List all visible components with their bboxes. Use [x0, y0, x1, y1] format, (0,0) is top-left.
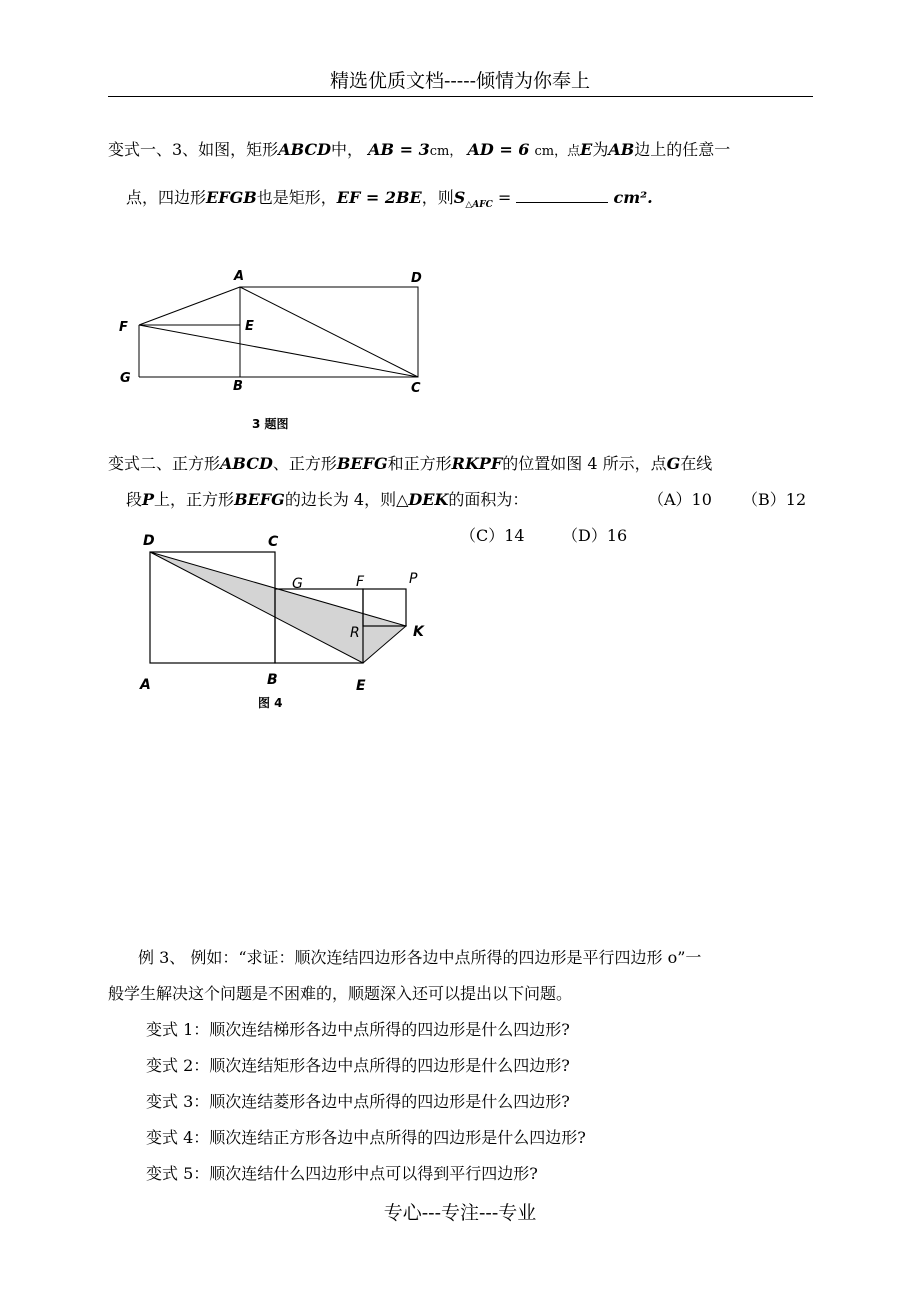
variant-item-4: 变式 4：顺次连结正方形各边中点所得的四边形是什么四边形?	[146, 1128, 586, 1147]
label-f: F	[356, 574, 365, 590]
v1-point-e: E	[580, 140, 593, 159]
v2-triangle-dek: △DEK	[396, 490, 449, 509]
v1-rect-abcd: ABCD	[278, 140, 332, 159]
variant1-line2	[126, 186, 653, 217]
v1-text-c: 为	[592, 140, 609, 159]
v2-text-e: 在线	[680, 454, 713, 473]
segment-fa	[139, 287, 240, 325]
label-e: E	[356, 678, 366, 694]
label-d: D	[411, 271, 422, 286]
figure-3-caption: 3 题图	[252, 417, 289, 431]
variant1-line1	[108, 138, 730, 164]
option-d[interactable]: （D）16	[562, 526, 628, 545]
v1-unit-2: cm，点	[534, 144, 581, 159]
variant-item-1: 变式 1：顺次连结梯形各边中点所得的四边形是什么四边形?	[146, 1020, 570, 1039]
variant2-line2	[126, 488, 528, 512]
v1-text-e: 点，四边形	[126, 188, 207, 207]
v1-unit-1: cm，	[429, 144, 463, 159]
header-rule	[108, 96, 813, 97]
v2-square-abcd: ABCD	[220, 454, 273, 473]
label-a: A	[234, 269, 245, 284]
answer-blank[interactable]	[516, 188, 608, 203]
v1-ef-equation: EF = 2BE	[336, 188, 422, 207]
v1-text-f: 也是矩形，	[256, 188, 337, 207]
v2-square-befg: BEFG	[336, 454, 388, 473]
v1-area-symbol: S	[453, 188, 466, 207]
page-header: 精选优质文档-----倾情为你奉上	[329, 70, 591, 92]
variant-item-5: 变式 5：顺次连结什么四边形中点可以得到平行四边形?	[146, 1164, 538, 1183]
option-a[interactable]: （A）10	[648, 490, 712, 509]
label-a: A	[140, 677, 151, 693]
v2-text-g2: 上，正方形	[154, 490, 235, 509]
v2-text-f: 段	[126, 490, 143, 509]
segment-fc	[139, 325, 418, 377]
label-c: C	[411, 381, 421, 396]
v1-equals: =	[497, 188, 512, 207]
v1-text-g: ，则	[421, 188, 454, 207]
v2-text-h: 的边长为 4，则	[284, 490, 397, 509]
option-b[interactable]: （B）12	[742, 490, 807, 509]
label-b: B	[233, 379, 243, 394]
label-p: P	[409, 571, 418, 587]
v2-text-i: 的面积为：	[448, 490, 529, 509]
v1-segment-ab: AB	[608, 140, 635, 159]
v2-text-a: 变式二、正方形	[108, 454, 221, 473]
v1-unit-cm2: cm².	[613, 188, 653, 207]
v1-rect-efgb: EFGB	[206, 188, 257, 207]
figure-4-caption: 图 4	[258, 696, 283, 710]
v2-square-rkpf: RKPF	[451, 454, 503, 473]
figure-4	[130, 526, 440, 716]
label-k: K	[413, 624, 424, 640]
label-f: F	[119, 320, 128, 335]
label-r: R	[350, 625, 360, 641]
variant-item-2: 变式 2：顺次连结矩形各边中点所得的四边形是什么四边形?	[146, 1056, 570, 1075]
v1-text-d: 边上的任意一	[634, 140, 731, 159]
label-d: D	[143, 533, 155, 549]
v2-text-b: 、正方形	[272, 454, 337, 473]
label-e: E	[245, 319, 254, 334]
v1-text-b: 中，	[331, 140, 364, 159]
v2-point-p: P	[142, 490, 155, 509]
v1-text-a: 变式一、3、如图，矩形	[108, 140, 279, 159]
label-c: C	[268, 534, 279, 550]
option-c[interactable]: （C）14	[460, 526, 525, 545]
v2-point-g: G	[666, 454, 681, 473]
example3-line1: 例 3、 例如：“求证：顺次连结四边形各边中点所得的四边形是平行四边形 o”一	[138, 948, 702, 967]
v1-ad-equation: AD = 6	[467, 140, 530, 159]
page-footer: 专心---专注---专业	[383, 1202, 537, 1224]
variant2-line1	[108, 452, 712, 476]
v1-area-subscript: △AFC	[465, 200, 493, 211]
example3-line2: 般学生解决这个问题是不困难的，顺题深入还可以提出以下问题。	[108, 984, 573, 1003]
variant-item-3: 变式 3：顺次连结菱形各边中点所得的四边形是什么四边形?	[146, 1092, 570, 1111]
v2-text-c: 和正方形	[387, 454, 452, 473]
triangle-dek	[150, 552, 406, 663]
figure-3	[110, 262, 440, 437]
v2-square-befg-2: BEFG	[234, 490, 285, 509]
v2-text-d: 的位置如图 4 所示，点	[502, 454, 667, 473]
v1-ab-equation: AB = 3	[368, 140, 430, 159]
label-g: G	[120, 371, 131, 386]
label-g: G	[292, 576, 303, 592]
label-b: B	[267, 672, 278, 688]
segment-ac	[240, 287, 418, 377]
